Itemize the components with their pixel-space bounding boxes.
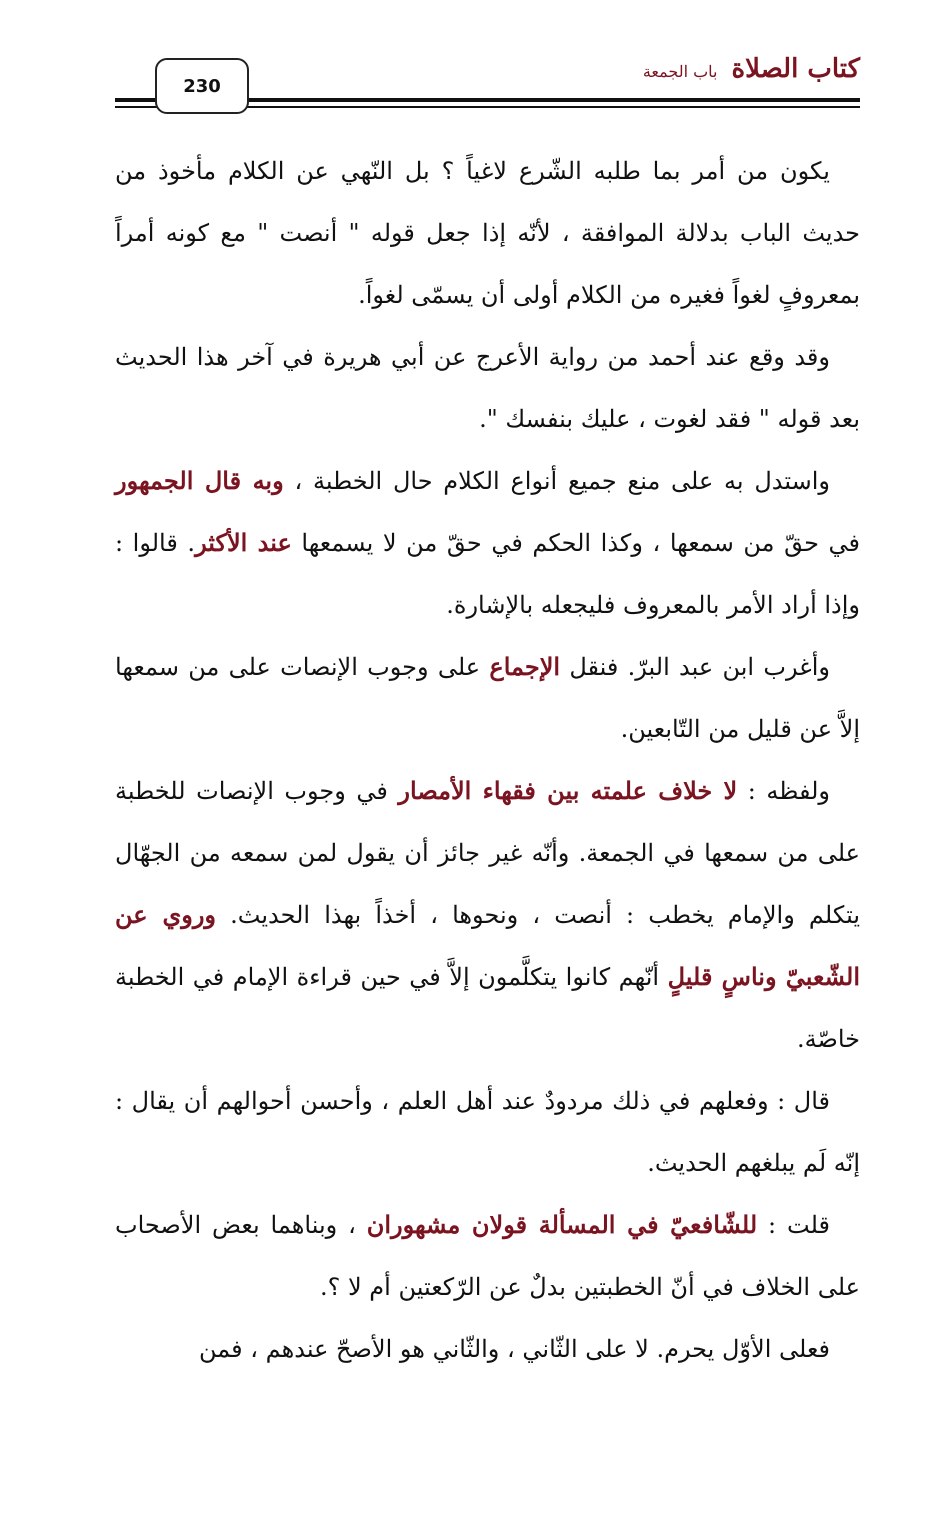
highlighted-phrase: للشّافعيّ في المسألة قولان مشهوران <box>366 1210 758 1239</box>
text-segment: في وجوب الإنصات للخطبة على من سمعها في الجمعة. وأنّه غير جائز أن يقول لمن سمعه من الجهّال يتكلم والإمام يخطب : أنصت ، ونحوها ، أخذاً بهذا الحديث. <box>115 777 861 929</box>
highlighted-phrase: لا خلاف علمته بين فقهاء الأمصار <box>398 776 738 805</box>
text-segment: وقد وقع عند أحمد من رواية الأعرج عن أبي هريرة في آخر هذا الحديث بعد قوله " فقد لغوت ، عليك بنفسك ". <box>115 343 860 433</box>
paragraph <box>115 450 860 636</box>
paragraph <box>115 1318 860 1380</box>
paragraph <box>115 326 860 450</box>
highlighted-phrase: عند الأكثر <box>195 528 292 557</box>
paragraph <box>115 140 860 326</box>
main-text <box>115 140 860 1380</box>
text-segment: قلت : <box>757 1211 831 1239</box>
text-segment: يكون من أمر بما طلبه الشّرع لاغياً ؟ بل النّهي عن الكلام مأخوذ من حديث الباب بدلالة الموافقة ، لأنّه إذا جعل قوله " أنصت " مع كونه أمراً بمعروفٍ لغواً فغيره من الكلام أولى أن يسمّى لغواً. <box>115 157 860 309</box>
text-segment: ولفظه : <box>737 777 830 805</box>
text-segment: في حقّ من سمعها ، وكذا الحكم في حقّ من لا يسمعها <box>291 529 861 557</box>
text-segment: واستدل به على منع جميع أنواع الكلام حال الخطبة ، <box>283 467 831 495</box>
text-segment: قال : وفعلهم في ذلك مردودٌ عند أهل العلم ، وأحسن أحوالهم أن يقال : إنّه لَم يبلغهم الحديث. <box>115 1087 860 1177</box>
highlighted-phrase: الإجماع <box>489 652 561 681</box>
paragraph <box>115 1194 860 1318</box>
book-title: كتاب الصلاة <box>731 54 860 84</box>
highlighted-phrase: وروي عن الشّعبيّ وناسٍ قليلٍ <box>115 900 861 991</box>
highlighted-phrase: وبه قال الجمهور <box>115 466 284 495</box>
text-segment: . قالوا : وإذا أراد الأمر بالمعروف فليجعله بالإشارة. <box>115 529 860 619</box>
page-header <box>115 40 860 122</box>
running-head <box>643 54 860 84</box>
paragraph <box>115 1070 860 1194</box>
text-segment: ، وبناهما بعض الأصحاب على الخلاف في أنّ الخطبتين بدلٌ عن الرّكعتين أم لا ؟. <box>115 1211 860 1301</box>
paragraph <box>115 760 860 1070</box>
chapter-title: باب الجمعة <box>642 62 718 81</box>
text-segment: وأغرب ابن عبد البرّ. فنقل <box>560 653 830 681</box>
text-segment: فعلى الأوّل يحرم. لا على الثّاني ، والثّاني هو الأصحّ عندهم ، فمن <box>199 1335 830 1363</box>
text-segment: على وجوب الإنصات على من سمعها إلاَّ عن قليل من التّابعين. <box>115 653 860 743</box>
paragraph <box>115 636 860 760</box>
text-segment: أنّهم كانوا يتكلَّمون إلاَّ في حين قراءة الإمام في الخطبة خاصّة. <box>115 963 860 1053</box>
page-number: 230 <box>155 58 249 114</box>
